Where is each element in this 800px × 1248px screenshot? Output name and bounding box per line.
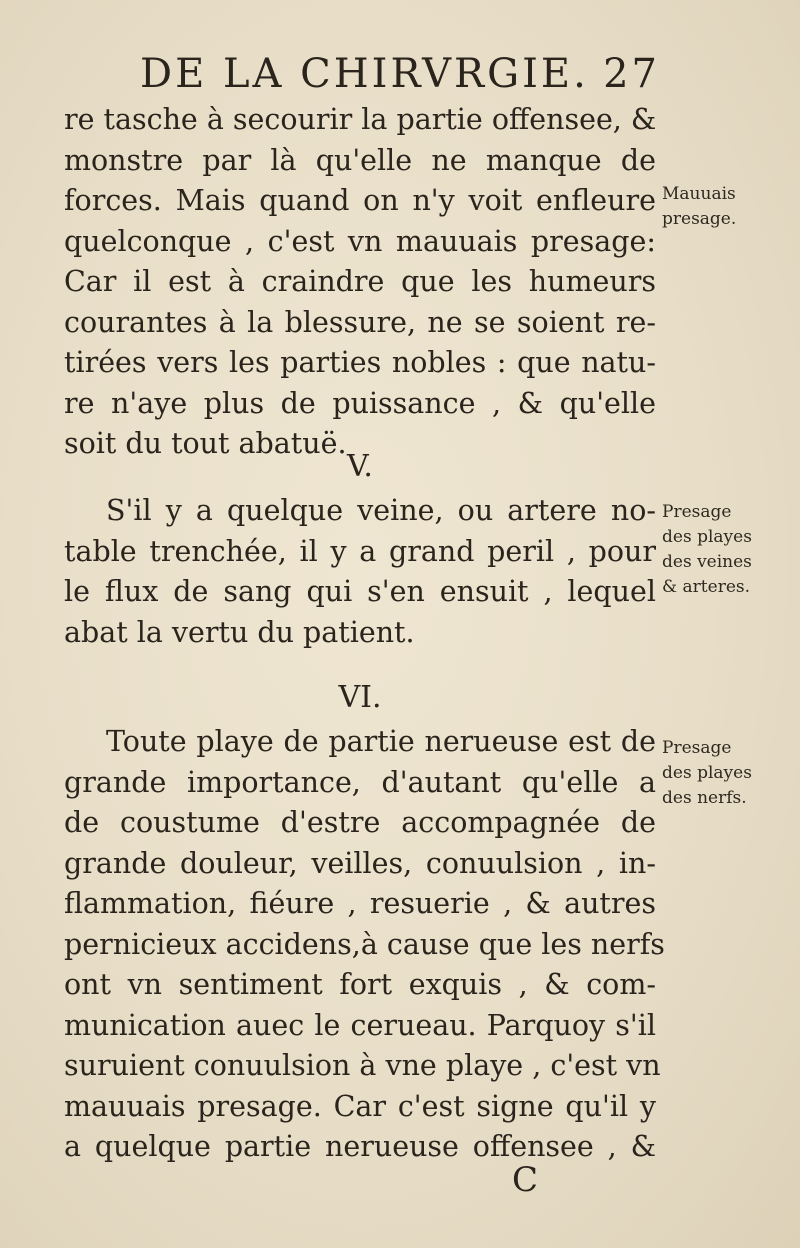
text-line: abat la vertu du patient.	[64, 615, 415, 649]
signature-mark: C	[511, 1160, 538, 1200]
paragraph-3	[64, 722, 665, 1168]
text-line: a quelque partie nerueuse offensee , &	[64, 1130, 656, 1163]
text-line: S'il y a quelque veine, ou artere no-	[106, 494, 656, 527]
running-title: DE LA CHIRVRGIE.	[140, 51, 589, 97]
margin-note-line: des veines	[662, 552, 752, 572]
text-line: forces. Mais quand on n'y voit enfleure	[64, 184, 656, 217]
margin-note-line: des playes	[662, 527, 752, 547]
margin-note-line: des nerfs.	[662, 788, 747, 808]
running-header	[140, 46, 660, 102]
paragraph-1	[64, 100, 656, 465]
text-line: ont vn sentiment fort exquis , & com-	[64, 968, 656, 1001]
text-line: soit du tout abatuë.	[64, 427, 347, 460]
margin-note-line: Presage	[662, 502, 732, 522]
text-line: le flux de sang qui s'en ensuit , lequel	[64, 575, 656, 608]
text-line: quelconque , c'est vn mauuais presage:	[64, 224, 656, 258]
text-line: munication auec le cerueau. Parquoy s'il	[64, 1008, 656, 1042]
margin-note-presage-veines	[662, 500, 798, 600]
text-line: suruient conuulsion à vne playe , c'est vn	[64, 1049, 661, 1082]
margin-note-line: des playes	[662, 763, 752, 783]
page-number: 27	[603, 51, 660, 97]
text-line: pernicieux accidens,à cause que les nerfs	[64, 927, 665, 961]
text-line: de coustume d'estre accompagnée de	[64, 806, 656, 839]
text-line: tirées vers les parties nobles : que natu-	[64, 346, 656, 379]
paragraph-2	[64, 491, 656, 653]
margin-note-line: presage.	[662, 209, 737, 229]
section-number-vi: VI.	[338, 680, 382, 715]
text-line: grande douleur, veilles, conuulsion , in-	[64, 846, 656, 880]
margin-note-line: Mauuais	[662, 184, 736, 204]
section-number-v: V.	[347, 449, 373, 484]
text-line: courantes à la blessure, ne se soient re-	[64, 305, 656, 339]
text-line: Car il est à craindre que les humeurs	[64, 265, 656, 298]
text-line: monstre par là qu'elle ne manque de	[64, 143, 656, 177]
text-line: re n'aye plus de puissance , & qu'elle	[64, 386, 656, 420]
margin-note-mauuais-presage	[662, 182, 798, 232]
text-line: flammation, fiéure , resuerie , & autres	[64, 887, 656, 920]
text-line: Toute playe de partie nerueuse est de	[106, 725, 656, 758]
margin-note-line: & arteres.	[662, 577, 751, 597]
margin-note-presage-nerfs	[662, 736, 798, 811]
text-line: grande importance, d'autant qu'elle a	[64, 765, 656, 799]
margin-note-line: Presage	[662, 738, 732, 758]
text-line: table trenchée, il y a grand peril , pour	[64, 534, 656, 568]
text-line: mauuais presage. Car c'est signe qu'il y	[64, 1089, 656, 1123]
text-line: re tasche à secourir la partie offensee, &	[64, 103, 657, 136]
